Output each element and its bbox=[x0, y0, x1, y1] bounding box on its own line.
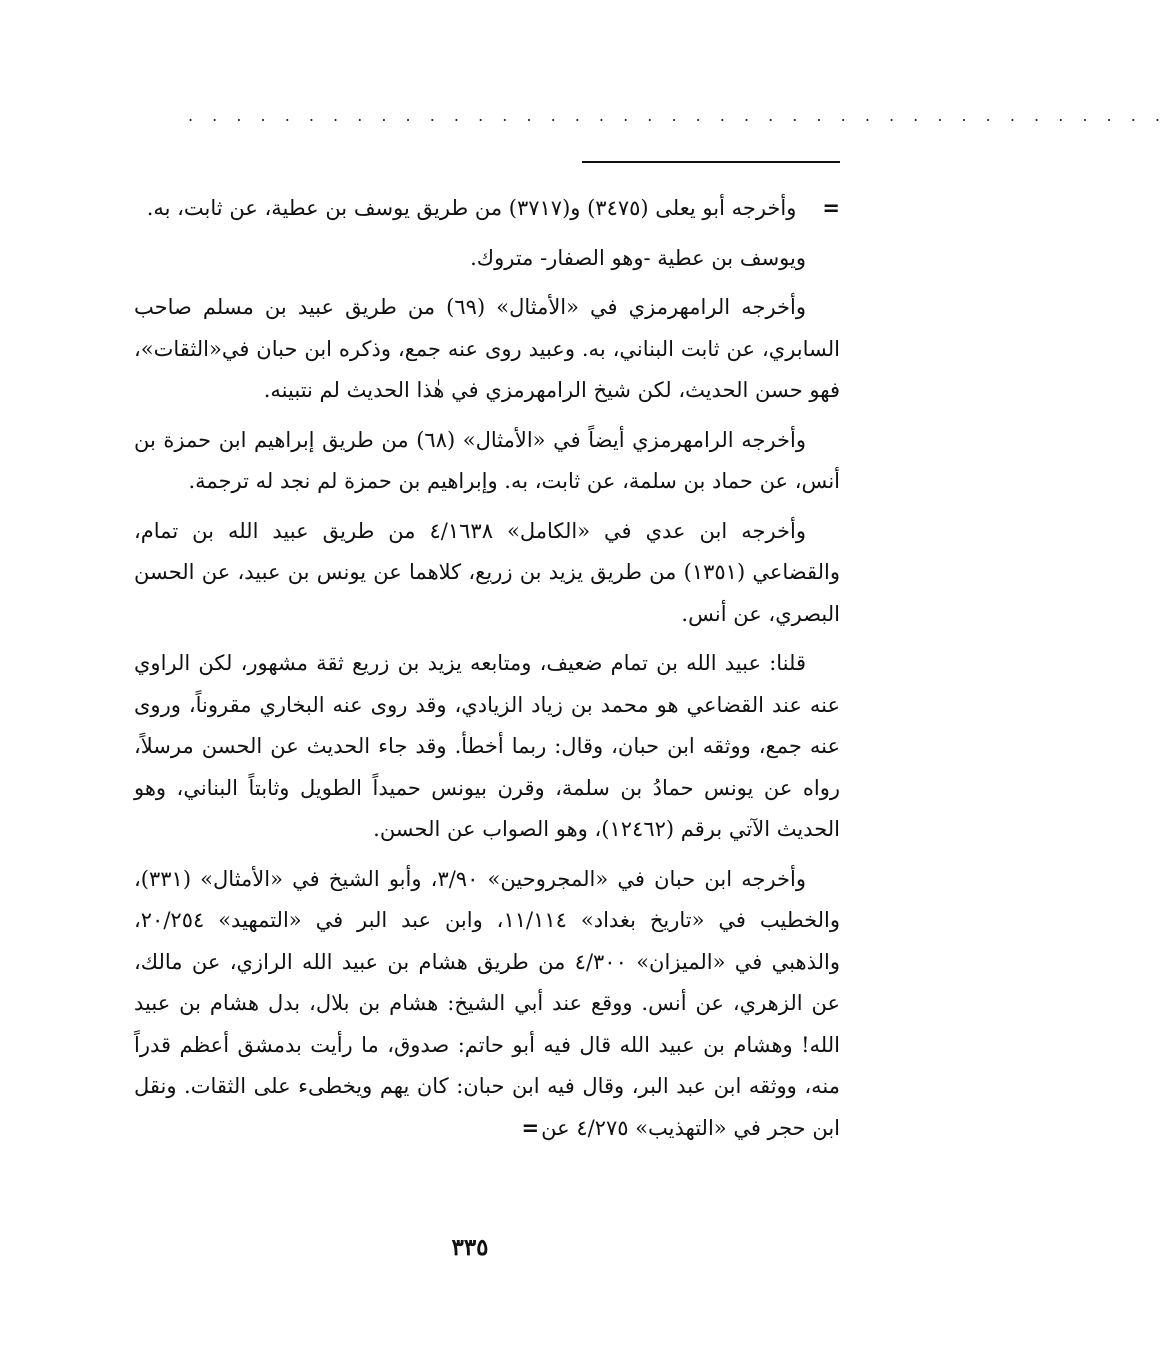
footnote-paragraph bbox=[134, 511, 840, 636]
footnote-paragraph bbox=[134, 643, 840, 851]
paragraph-text: قلنا: عبيد الله بن تمام ضعيف، ومتابعه يزيد بن زريع ثقة مشهور، لكن الراوي عنه عند القضاعي هو محمد بن زياد الزيادي، وقد روى عنه البخاري مقروناً، وروى عنه جمع، ووثقه ابن حبان، وقال: ربما أخطأ. وقد جاء الحديث عن الحسن مرسلاً، رواه عن يونس حمادُ بن سلمة، وقرن بيونس حميداً الطويل وثابتاً البناني، وهو الحديث الآتي برقم (١٢٤٦٢)، وهو الصواب عن الحسن. bbox=[134, 651, 840, 841]
paragraph-text: وأخرجه الرامهرمزي أيضاً في «الأمثال» (٦٨) من طريق إبراهيم ابن حمزة بن أنس، عن حماد بن سلمة، عن ثابت، به. وإبراهيم بن حمزة لم نجد له ترجمة. bbox=[134, 427, 840, 493]
continuation-mark-start: = bbox=[822, 196, 840, 220]
paragraph-text: وأخرجه ابن حبان في «المجروحين» ٣/٩٠، وأبو الشيخ في «الأمثال» (٣٣١)، والخطيب في «تاريخ بغداد» ١١/١١٤، وابن عبد البر في «التمهيد» ٢٠/٢٥٤، والذهبي في «الميزان» ٤/٣٠٠ من طريق هشام بن عبيد الله الرازي، عن مالك، عن الزهري، عن أنس. ووقع عند أبي الشيخ: هشام بن بلال، بدل هشام بن عبيد الله! وهشام بن عبيد الله قال فيه أبو حاتم: صدوق، ما رأيت بدمشق أعظم قدراً منه، ووثقه ابن عبد البر، وقال فيه ابن حبان: كان يهم ويخطىء على الثقات. ونقل ابن حجر في «التهذيب» ٤/٢٧٥ عن bbox=[134, 866, 840, 1140]
footnote-text bbox=[134, 188, 840, 1238]
footnote-divider bbox=[582, 161, 840, 163]
footnote-paragraph bbox=[134, 287, 840, 412]
continuation-mark-end: = bbox=[521, 1115, 540, 1140]
paragraph-text: وأخرجه أبو يعلى (٣٤٧٥) و(٣٧١٧) من طريق يوسف بن عطية، عن ثابت، به. bbox=[146, 196, 797, 220]
footnote-paragraph bbox=[134, 238, 840, 280]
paragraph-text: وأخرجه ابن عدي في «الكامل» ٤/١٦٣٨ من طريق عبيد الله بن تمام، والقضاعي (١٣٥١) من طريق يزيد بن زريع، كلاهما عن يونس بن عبيد، عن الحسن البصري، عن أنس. bbox=[134, 518, 840, 626]
dotted-separator: . . . . . . . . . . . . . . . . . . . . . . . . . . . . . . . . . . . . . . . . . bbox=[188, 106, 1167, 125]
footnote-paragraph bbox=[134, 859, 840, 1150]
paragraph-text: ويوسف بن عطية -وهو الصفار- متروك. bbox=[470, 245, 806, 270]
paragraph-text: وأخرجه الرامهرمزي في «الأمثال» (٦٩) من طريق عبيد بن مسلم صاحب السابري، عن ثابت البناني، به. وعبيد روى عنه جمع، وذكره ابن حبان في«الثقات»، فهو حسن الحديث، لكن شيخ الرامهرمزي في هٰذا الحديث لم نتبينه. bbox=[134, 295, 840, 402]
footnote-paragraph bbox=[134, 188, 840, 230]
footnote-paragraph bbox=[134, 420, 840, 503]
page-number: ٣٣٥ bbox=[451, 1234, 489, 1261]
